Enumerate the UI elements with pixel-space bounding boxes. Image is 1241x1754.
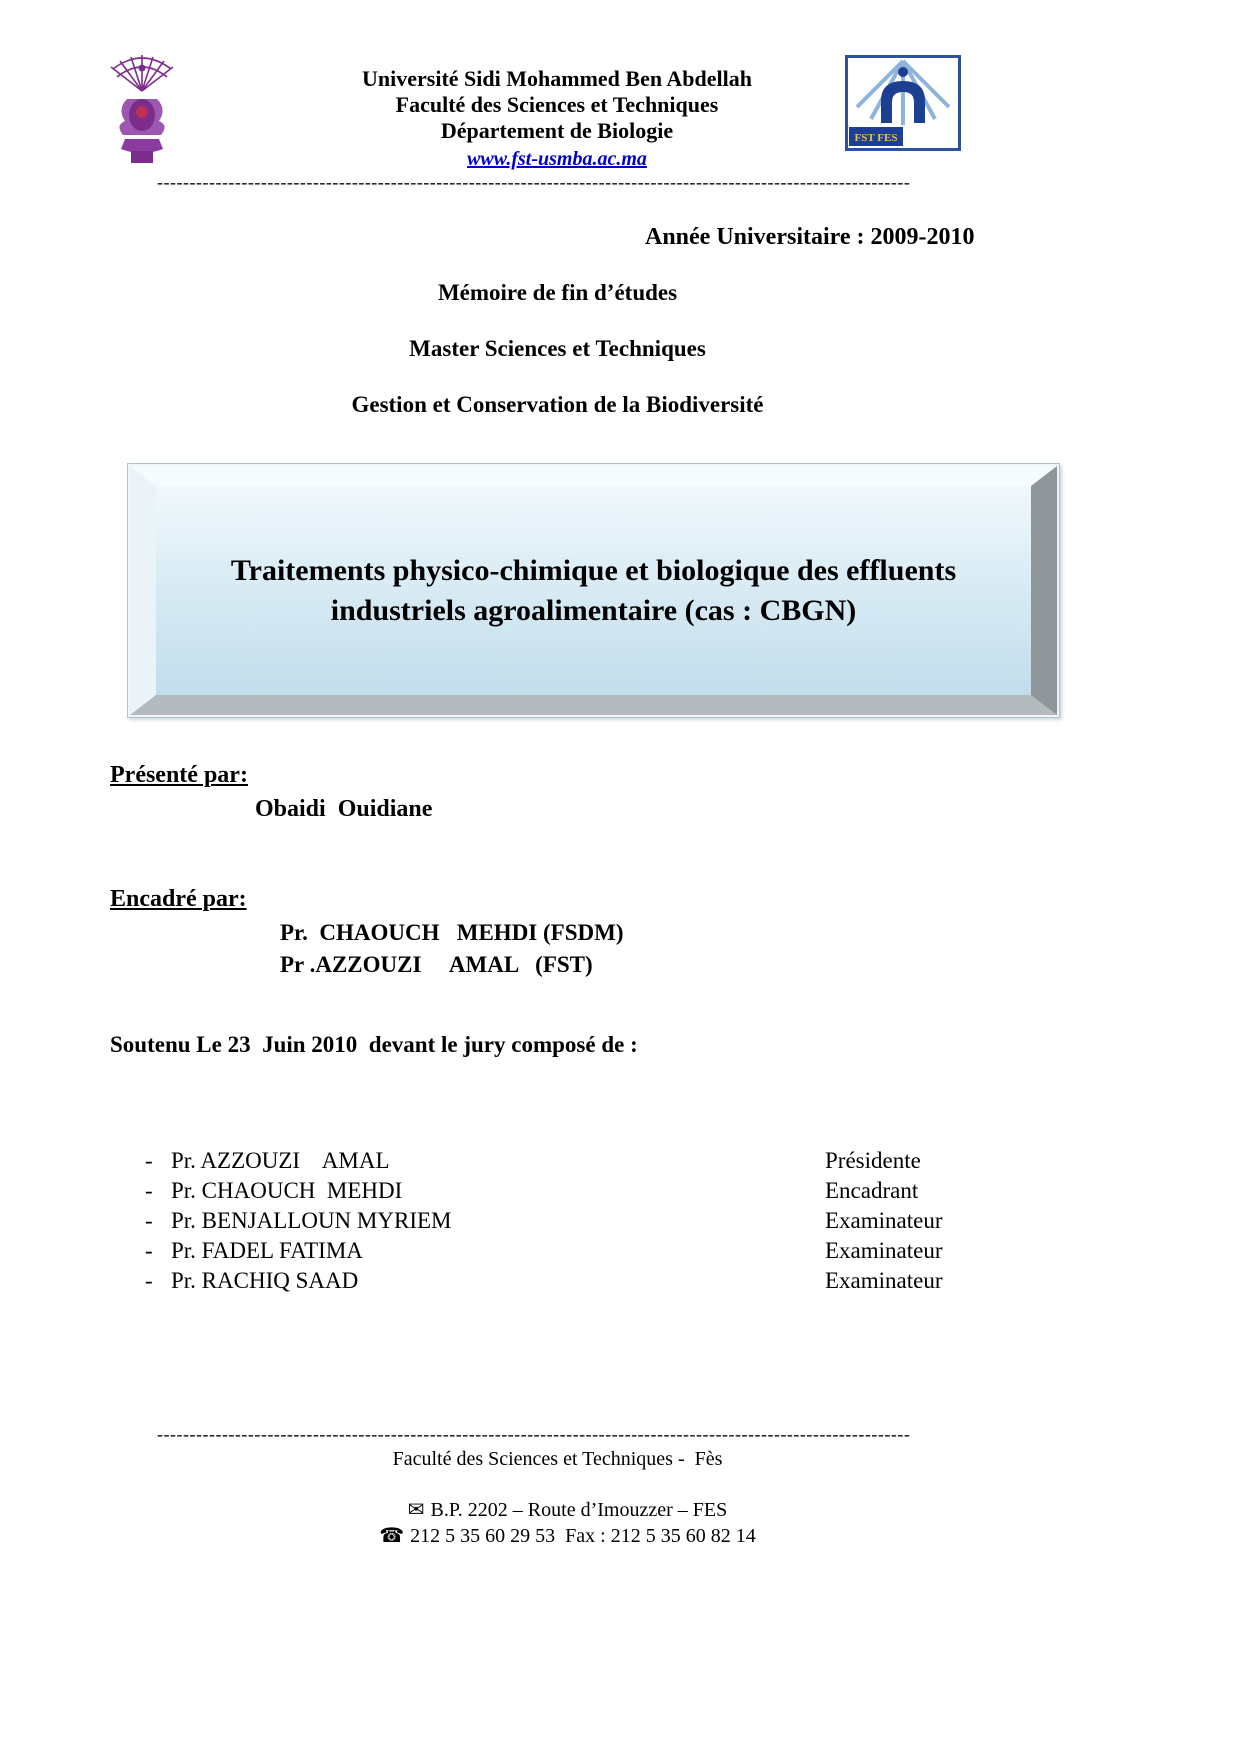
- separator-line-top: --------------------------------------------------------------------------------------------------------------------: [157, 172, 911, 192]
- footer-faculty-line: Faculté des Sciences et Techniques - Fès: [392, 1448, 723, 1470]
- jury-bullet: -: [145, 1178, 153, 1203]
- phone-icon: ☎: [379, 1525, 405, 1547]
- jury-member-name: Pr. CHAOUCH MEHDI: [171, 1178, 403, 1203]
- title-box: [127, 463, 1060, 718]
- jury-bullet: -: [145, 1208, 153, 1233]
- university-emblem-logo: [103, 55, 181, 167]
- master-line: Master Sciences et Techniques: [409, 336, 706, 361]
- footer-phone-line: [110, 1500, 1005, 1571]
- fst-fes-logo: [845, 55, 961, 151]
- jury-member-role: Présidente: [825, 1148, 921, 1173]
- jury-row: [145, 1208, 1007, 1238]
- jury-member-name: Pr. FADEL FATIMA: [171, 1238, 363, 1263]
- footer-address-text: B.P. 2202 – Route d’Imouzzer – FES: [430, 1499, 728, 1521]
- university-emblem-icon: [103, 55, 181, 167]
- jury-member-name: Pr. BENJALLOUN MYRIEM: [171, 1208, 452, 1233]
- jury-bullet: -: [145, 1238, 153, 1263]
- presented-by-name: Obaidi Ouidiane: [255, 796, 433, 822]
- jury-row: [145, 1268, 1007, 1298]
- jury-member-role: Examinateur: [825, 1268, 943, 1293]
- fst-fes-logo-text: FST FES: [854, 132, 898, 144]
- website-link[interactable]: www.fst-usmba.ac.ma: [467, 148, 647, 170]
- jury-bullet: -: [145, 1268, 153, 1293]
- header-institution-block: [307, 66, 807, 172]
- faculty-name: Faculté des Sciences et Techniques: [395, 92, 719, 117]
- fst-fes-logo-icon: [845, 55, 961, 151]
- memoire-line: Mémoire de fin d’études: [437, 280, 678, 305]
- supervised-by-label: Encadré par:: [110, 886, 247, 912]
- defense-line: Soutenu Le 23 Juin 2010 devant le jury composé de :: [110, 1032, 638, 1057]
- jury-member-name: Pr. AZZOUZI AMAL: [171, 1148, 390, 1173]
- jury-row: [145, 1238, 1007, 1268]
- jury-member-role: Examinateur: [825, 1208, 943, 1233]
- envelope-icon: ✉: [407, 1499, 425, 1521]
- jury-member-role: Examinateur: [825, 1238, 943, 1263]
- footer-phone-text: 212 5 35 60 29 53 Fax : 212 5 35 60 82 14: [410, 1525, 756, 1547]
- jury-row: [145, 1178, 1007, 1208]
- jury-member-role: Encadrant: [825, 1178, 919, 1203]
- program-line: Gestion et Conservation de la Biodiversité: [351, 392, 764, 417]
- jury-member-name: Pr. RACHIQ SAAD: [171, 1268, 359, 1293]
- supervisor-1: Pr. CHAOUCH MEHDI (FSDM): [280, 920, 624, 945]
- jury-bullet: -: [145, 1148, 153, 1173]
- university-name: Université Sidi Mohammed Ben Abdellah: [362, 66, 752, 91]
- separator-line-bottom: --------------------------------------------------------------------------------------------------------------------: [157, 1424, 911, 1444]
- supervisor-2: Pr .AZZOUZI AMAL (FST): [280, 952, 593, 977]
- academic-year: Année Universitaire : 2009-2010: [645, 224, 975, 250]
- jury-list: [145, 1148, 1007, 1298]
- title-box-bevel: [130, 466, 1057, 715]
- department-name: Département de Biologie: [440, 118, 674, 143]
- presented-by-label: Présenté par:: [110, 762, 248, 788]
- thesis-title: Traitements physico-chimique et biologique des effluents industriels agroalimentaire (cas : CBGN): [230, 553, 957, 627]
- jury-row: [145, 1148, 1007, 1178]
